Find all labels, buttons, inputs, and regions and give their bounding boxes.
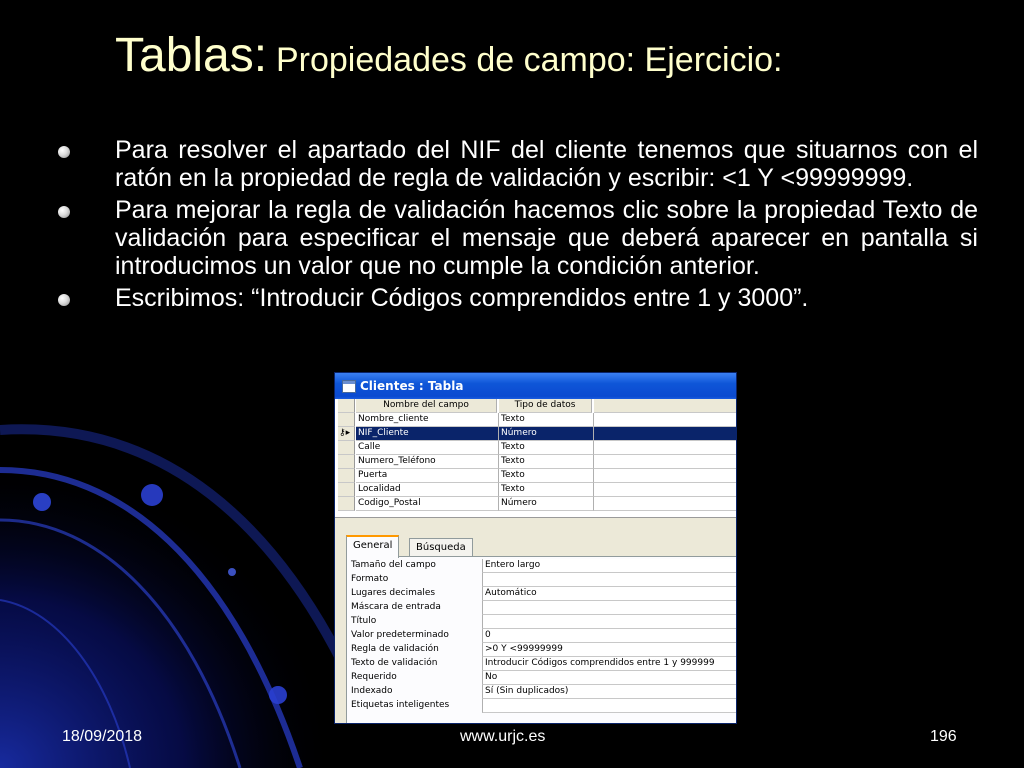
column-header-data-type: Tipo de datos <box>499 399 592 413</box>
properties-grid <box>346 556 737 724</box>
property-value[interactable] <box>482 615 737 629</box>
primary-key-icon: ⚷▸ <box>339 428 351 438</box>
description-cell[interactable] <box>594 413 736 427</box>
field-name-cell[interactable]: Nombre_cliente <box>356 413 499 427</box>
property-label: Lugares decimales <box>351 588 436 598</box>
bullet-text: Para mejorar la regla de validación hacemos clic sobre la propiedad Texto de validación para especificar el mensaje que deberá aparecer en pantalla si introducimos un valor que no cumple la condición anterior. <box>115 196 978 280</box>
field-design-grid <box>335 399 736 518</box>
field-properties-panel <box>335 518 736 723</box>
data-type-cell[interactable]: Texto <box>499 469 594 483</box>
property-row[interactable] <box>347 643 737 657</box>
field-name-cell[interactable]: Localidad <box>356 483 499 497</box>
bullet-list <box>52 136 978 316</box>
table-row[interactable] <box>335 469 736 483</box>
property-row[interactable] <box>347 601 737 615</box>
property-value[interactable]: Automático <box>482 587 737 601</box>
property-value[interactable]: Sí (Sin duplicados) <box>482 685 737 699</box>
bullet-icon <box>58 146 70 158</box>
footer-page-number: 196 <box>930 728 957 745</box>
property-value[interactable] <box>482 573 737 587</box>
table-icon <box>342 380 356 393</box>
table-row[interactable] <box>335 413 736 427</box>
row-selector[interactable] <box>338 413 355 427</box>
data-type-cell[interactable]: Texto <box>499 455 594 469</box>
row-selector[interactable] <box>338 469 355 483</box>
table-row-selected[interactable] <box>335 427 736 441</box>
property-row[interactable] <box>347 573 737 587</box>
description-cell[interactable] <box>594 441 736 455</box>
description-cell[interactable] <box>594 497 736 511</box>
property-row[interactable] <box>347 615 737 629</box>
bullet-text: Para resolver el apartado del NIF del cliente tenemos que situarnos con el ratón en la propiedad de regla de validación y escribir: <1 Y <99999999. <box>115 136 978 192</box>
data-type-cell[interactable]: Texto <box>499 483 594 497</box>
table-row[interactable] <box>335 455 736 469</box>
description-cell[interactable] <box>594 427 736 441</box>
bullet-item <box>52 196 978 280</box>
property-row[interactable] <box>347 587 737 601</box>
property-value[interactable]: >0 Y <99999999 <box>482 643 737 657</box>
field-name-cell[interactable]: NIF_Cliente <box>356 427 499 441</box>
table-row[interactable] <box>335 441 736 455</box>
field-name-cell[interactable]: Calle <box>356 441 499 455</box>
table-row[interactable] <box>335 483 736 497</box>
row-selector[interactable] <box>338 441 355 455</box>
bullet-icon <box>58 294 70 306</box>
column-header-field-name: Nombre del campo <box>356 399 497 413</box>
property-label: Título <box>351 616 377 626</box>
footer-date: 18/09/2018 <box>62 728 143 745</box>
title-subtitle: Propiedades de campo: Ejercicio: <box>275 41 783 79</box>
title-main: Tablas: <box>115 29 268 82</box>
description-cell[interactable] <box>594 455 736 469</box>
property-value[interactable] <box>482 601 737 615</box>
row-selector[interactable] <box>338 497 355 511</box>
data-type-cell[interactable]: Número <box>499 497 594 511</box>
property-row[interactable] <box>347 657 737 671</box>
field-name-cell[interactable]: Numero_Teléfono <box>356 455 499 469</box>
property-label: Texto de validación <box>351 658 438 668</box>
tab-general[interactable]: General <box>346 535 399 558</box>
footer-url: www.urjc.es <box>460 728 546 745</box>
property-label: Máscara de entrada <box>351 602 441 612</box>
access-table-design-window <box>334 372 737 724</box>
description-cell[interactable] <box>594 469 736 483</box>
table-row[interactable] <box>335 497 736 511</box>
bullet-text: Escribimos: “Introducir Códigos comprendidos entre 1 y 3000”. <box>115 284 809 312</box>
column-header-description <box>594 399 736 413</box>
property-row[interactable] <box>347 559 737 573</box>
tab-busqueda[interactable]: Búsqueda <box>409 538 473 557</box>
window-title: Clientes : Tabla <box>360 379 464 393</box>
field-name-cell[interactable]: Puerta <box>356 469 499 483</box>
property-label: Requerido <box>351 672 397 682</box>
property-value[interactable]: Entero largo <box>482 559 737 573</box>
data-type-cell[interactable]: Texto <box>499 441 594 455</box>
row-selector[interactable] <box>338 427 355 441</box>
property-value[interactable]: Introducir Códigos comprendidos entre 1 y 999999 <box>482 657 737 671</box>
bullet-item <box>52 284 978 312</box>
property-label: Tamaño del campo <box>351 560 436 570</box>
property-label: Formato <box>351 574 389 584</box>
field-name-cell[interactable]: Codigo_Postal <box>356 497 499 511</box>
bullet-icon <box>58 206 70 218</box>
property-value[interactable] <box>482 699 737 713</box>
property-row[interactable] <box>347 671 737 685</box>
property-row[interactable] <box>347 629 737 643</box>
window-titlebar[interactable] <box>335 373 736 399</box>
property-value[interactable]: No <box>482 671 737 685</box>
bullet-item <box>52 136 978 192</box>
data-type-cell[interactable]: Texto <box>499 413 594 427</box>
property-row[interactable] <box>347 699 737 713</box>
data-type-cell[interactable]: Número <box>499 427 594 441</box>
property-label: Regla de validación <box>351 644 439 654</box>
property-value[interactable]: 0 <box>482 629 737 643</box>
property-label: Etiquetas inteligentes <box>351 700 450 710</box>
row-selector[interactable] <box>338 483 355 497</box>
slide-title <box>115 28 782 83</box>
property-label: Indexado <box>351 686 393 696</box>
property-label: Valor predeterminado <box>351 630 449 640</box>
row-selector <box>338 399 355 413</box>
grid-header-row <box>335 399 736 413</box>
row-selector[interactable] <box>338 455 355 469</box>
property-row[interactable] <box>347 685 737 699</box>
description-cell[interactable] <box>594 483 736 497</box>
